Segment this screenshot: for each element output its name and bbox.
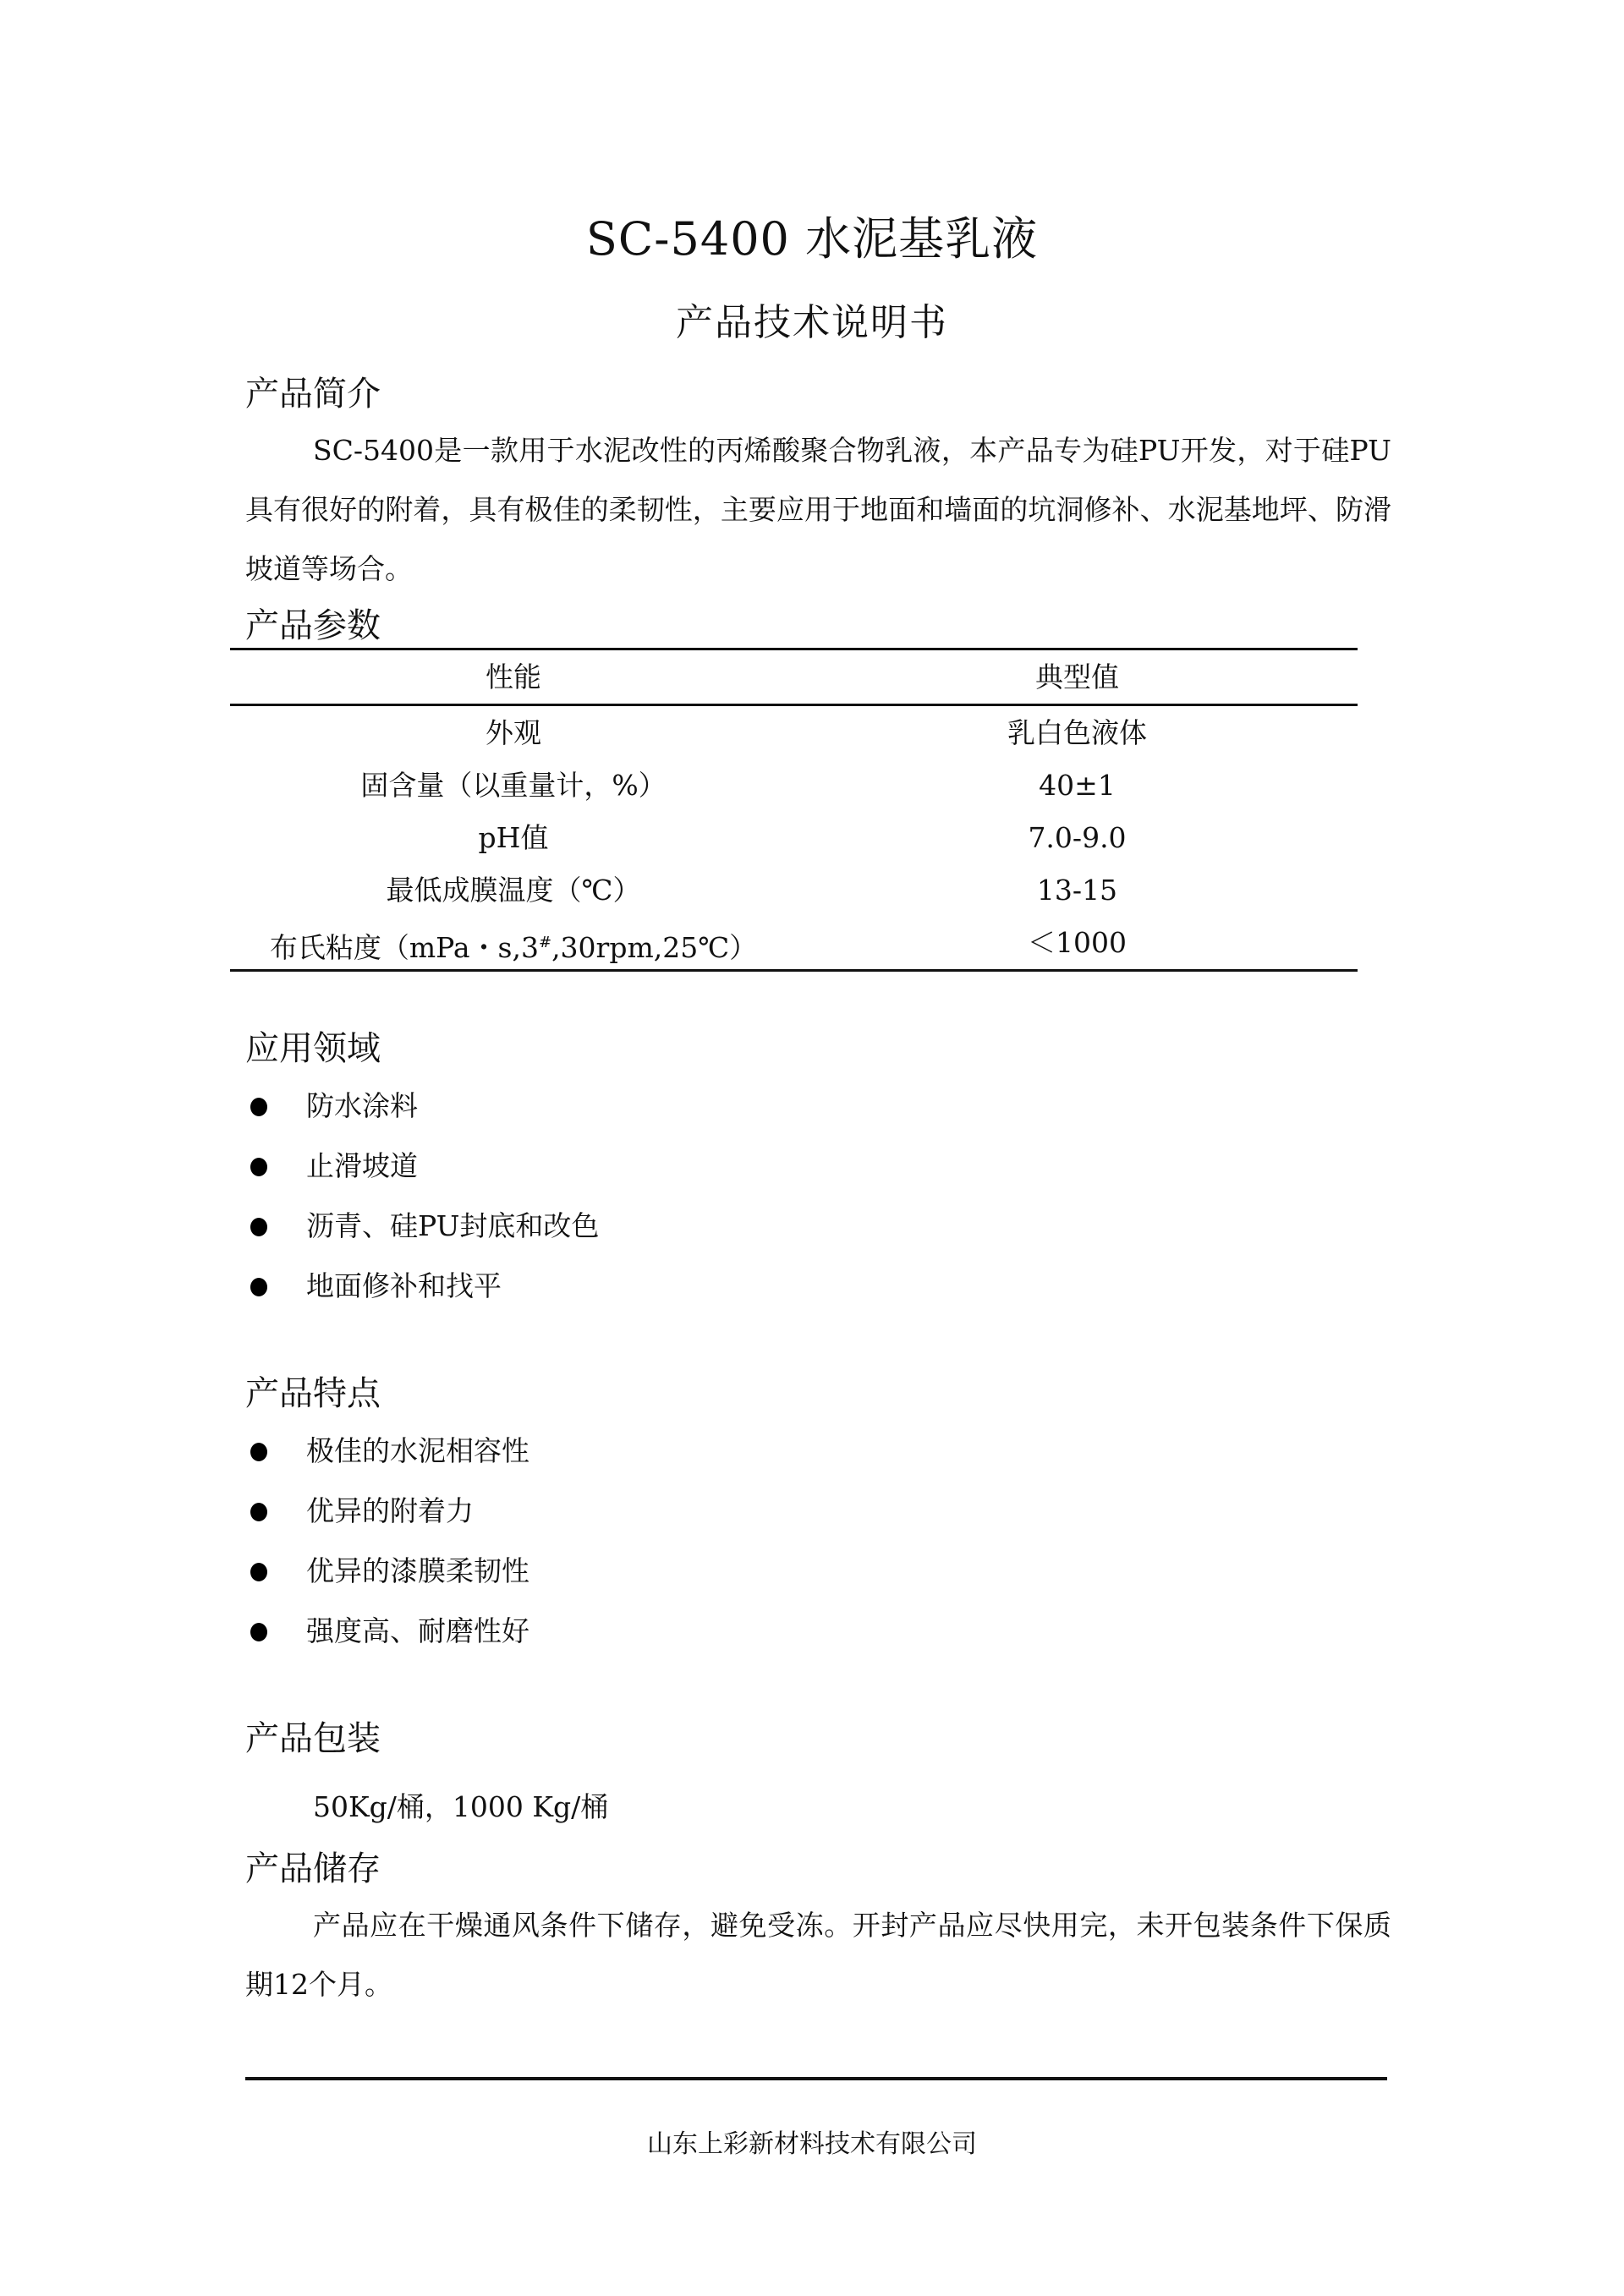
- params-table: [230, 648, 1358, 973]
- table-row: [230, 917, 1358, 969]
- property-cell: pH值: [478, 821, 549, 854]
- applications-list: [245, 1076, 599, 1316]
- document-title: SC-5400 水泥基乳液: [585, 212, 1039, 266]
- property-cell: 最低成膜温度（℃）: [386, 874, 641, 907]
- bullet-icon: [250, 1623, 267, 1641]
- footer-company: 山东上彩新材料技术有限公司: [647, 2129, 977, 2159]
- property-cell: [230, 917, 797, 974]
- list-item: [245, 1136, 599, 1196]
- list-item-text: 防水涂料: [306, 1089, 418, 1122]
- section-heading-applications: 应用领域: [245, 1029, 381, 1068]
- property-superscript: #: [538, 934, 552, 951]
- value-cell: 13-15: [1036, 874, 1118, 907]
- bullet-icon: [250, 1158, 267, 1176]
- list-item: [245, 1256, 599, 1316]
- table-row: [230, 812, 1358, 864]
- footer-rule: [245, 2077, 1387, 2080]
- bullet-icon: [250, 1098, 267, 1116]
- document-subtitle: 产品技术说明书: [676, 301, 948, 344]
- section-heading-features: 产品特点: [245, 1374, 381, 1413]
- table-header-row: [230, 651, 1358, 704]
- list-item: [245, 1196, 599, 1256]
- section-heading-params: 产品参数: [245, 606, 381, 645]
- bullet-icon: [250, 1563, 267, 1581]
- property-text: 布氏粘度（mPa・s,3: [269, 931, 539, 964]
- value-cell: ＜1000: [1028, 926, 1127, 959]
- value-cell: 40±1: [1039, 769, 1116, 802]
- table-header-property: 性能: [486, 660, 541, 693]
- list-item-text: 强度高、耐磨性好: [306, 1614, 529, 1647]
- list-item: [245, 1601, 529, 1661]
- table-header-rule: [230, 704, 1358, 706]
- storage-paragraph: 产品应在干燥通风条件下储存，避免受冻。开封产品应尽快用完，未开包装条件下保质期12个月。: [245, 1909, 1391, 2001]
- value-cell: 乳白色液体: [1007, 716, 1147, 749]
- property-text: ,30rpm,25℃）: [551, 931, 758, 964]
- table-bottom-rule: [230, 969, 1358, 972]
- bullet-icon: [250, 1443, 267, 1461]
- table-header-value: 典型值: [1035, 660, 1119, 693]
- packaging-text: 50Kg/桶，1000 Kg/桶: [313, 1790, 609, 1823]
- list-item-text: 优异的漆膜柔韧性: [306, 1554, 529, 1587]
- section-heading-packaging: 产品包装: [245, 1719, 381, 1758]
- property-cell: 固含量（以重量计，%）: [360, 769, 667, 802]
- table-row: [230, 759, 1358, 812]
- section-heading-storage: 产品储存: [245, 1849, 381, 1888]
- list-item-text: 极佳的水泥相容性: [306, 1434, 529, 1467]
- property-cell: 外观: [486, 716, 541, 749]
- intro-paragraph: SC-5400是一款用于水泥改性的丙烯酸聚合物乳液，本产品专为硅PU开发，对于硅PU具有很好的附着，具有极佳的柔韧性，主要应用于地面和墙面的坑洞修补、水泥基地坪、防滑坡道等场合。: [245, 434, 1391, 585]
- table-row: [230, 707, 1358, 759]
- value-cell: 7.0-9.0: [1028, 821, 1127, 854]
- list-item-text: 优异的附着力: [306, 1494, 474, 1527]
- list-item: [245, 1481, 529, 1541]
- bullet-icon: [250, 1218, 267, 1236]
- bullet-icon: [250, 1278, 267, 1296]
- table-top-rule: [230, 648, 1358, 650]
- list-item: [245, 1541, 529, 1601]
- list-item-text: 止滑坡道: [306, 1149, 418, 1182]
- list-item-text: 地面修补和找平: [306, 1269, 502, 1302]
- section-heading-intro: 产品简介: [245, 375, 381, 414]
- table-row: [230, 864, 1358, 917]
- bullet-icon: [250, 1503, 267, 1521]
- list-item: [245, 1421, 529, 1481]
- list-item: [245, 1076, 599, 1136]
- list-item-text: 沥青、硅PU封底和改色: [306, 1209, 600, 1242]
- features-list: [245, 1421, 529, 1661]
